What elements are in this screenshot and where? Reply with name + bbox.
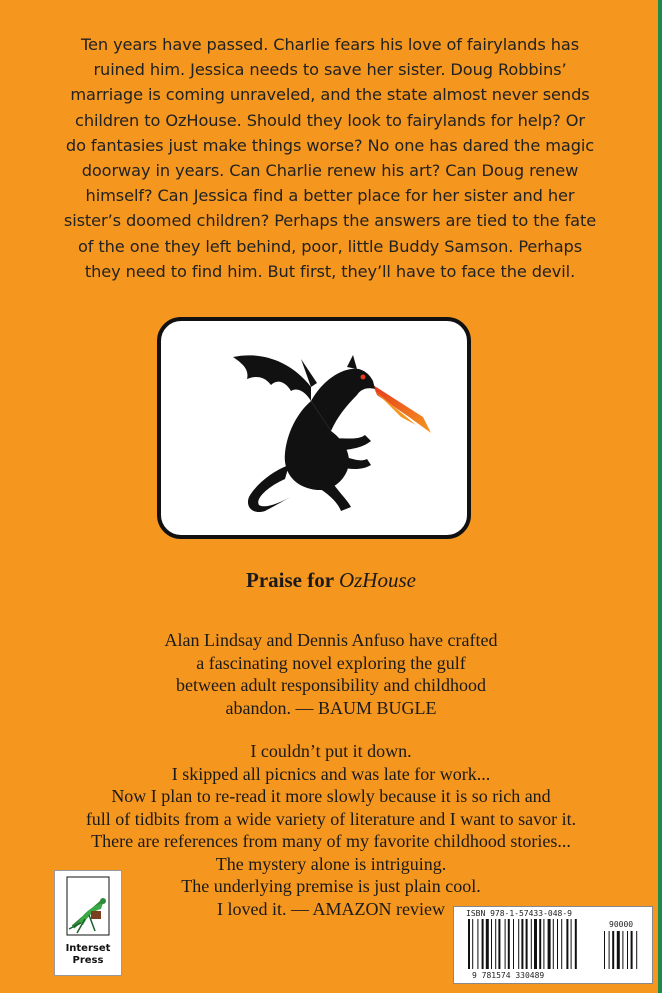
barcode-bar [518, 919, 519, 969]
barcode-bar [548, 919, 551, 969]
publisher-name-line: Press [72, 955, 104, 966]
publisher-name-line: Interset [65, 943, 111, 954]
barcode-bar [486, 919, 489, 969]
publisher-logo [54, 870, 122, 976]
review-baum-bugle [0, 629, 662, 719]
barcode-bar [543, 919, 544, 969]
praise-heading [0, 568, 662, 593]
barcode-bar [604, 931, 605, 969]
barcode-bar [627, 931, 628, 969]
dragon-artwork-frame [157, 317, 471, 539]
barcode-bar [526, 919, 528, 969]
barcode-bar [513, 919, 514, 969]
barcode-bar [505, 919, 506, 969]
review-line: full of tidbits from a wide variety of literature and I want to savor it. [85, 808, 577, 829]
barcode-digits: 9 781574 330489 [472, 971, 545, 980]
barcode-bar [612, 931, 614, 969]
review-line: between adult responsibility and childhood [176, 675, 486, 695]
blurb-line: sister’s doomed children? Perhaps the answers are tied to the fate [63, 211, 597, 231]
blurb-line: they need to find him. But first, they’ll have to face the devil. [84, 261, 576, 281]
book-title: OzHouse [338, 568, 416, 592]
barcode-bar [498, 919, 500, 969]
review-line: Now I plan to re-read it more slowly because it is so rich and [111, 786, 551, 806]
review-line: a fascinating novel exploring the gulf [196, 652, 466, 673]
barcode-bar [508, 919, 510, 969]
review-line: I skipped all picnics and was late for work... [171, 763, 491, 784]
blurb-line: ruined him. Jessica needs to save her sister. Doug Robbins’ [93, 60, 567, 80]
review-line: The mystery alone is intriguing. [215, 853, 447, 874]
blurb-line: himself? Can Jessica find a better place for her sister and her [85, 186, 575, 206]
barcode-bar [495, 919, 496, 969]
barcode-bar [636, 931, 637, 969]
blurb-line: marriage is coming unraveled, and the state almost never sends [70, 85, 590, 105]
blurb-line: do fantasies just make things worse? No one has dared the magic [65, 135, 595, 155]
barcode-bar [566, 919, 568, 969]
barcode-bar [553, 919, 554, 969]
blurb-line: doorway in years. Can Charlie renew his art? Can Doug renew [81, 161, 579, 181]
isbn-text: ISBN 978-1-57433-048-9 [466, 909, 572, 918]
barcode-bar [531, 919, 532, 969]
barcode-bar [561, 919, 562, 969]
barcode-bar [609, 931, 610, 969]
review-line: There are references from many of my favorite childhood stories... [91, 831, 571, 851]
review-line: abandon. — BAUM BUGLE [225, 697, 437, 718]
barcode-bar [491, 919, 492, 969]
grasshopper-logo-icon [55, 871, 121, 943]
price-code: 90000 [609, 920, 634, 929]
barcode-bar [477, 919, 478, 969]
barcode-bar [468, 919, 470, 969]
review-line: The underlying premise is just plain cool. [181, 876, 481, 896]
barcode-bar [622, 931, 623, 969]
barcode-bar [631, 931, 633, 969]
barcode-bar [617, 931, 620, 969]
blurb-line: of the one they left behind, poor, little Buddy Samson. Perhaps [77, 236, 583, 256]
barcode-bar [557, 919, 558, 969]
barcode-bar [482, 919, 484, 969]
barcode-bar [539, 919, 541, 969]
isbn-barcode [453, 906, 653, 984]
barcode-bar [571, 919, 572, 969]
blurb-line: Ten years have passed. Charlie fears his love of fairylands has [80, 35, 580, 54]
barcode-bar [521, 919, 523, 969]
blurb-line: children to OzHouse. Should they look to fairylands for help? Or [75, 110, 585, 130]
publisher-name [55, 943, 121, 967]
praise-heading-text: Praise for [246, 568, 339, 592]
dragon-icon [161, 321, 467, 535]
review-line: I couldn’t put it down. [250, 741, 412, 761]
barcode-bar [472, 919, 473, 969]
barcode-bar [534, 919, 537, 969]
barcode-bar [575, 919, 577, 969]
review-line: Alan Lindsay and Dennis Anfuso have crafted [164, 630, 498, 650]
review-line: I loved it. — AMAZON review [217, 898, 445, 919]
back-cover-blurb [40, 32, 620, 284]
